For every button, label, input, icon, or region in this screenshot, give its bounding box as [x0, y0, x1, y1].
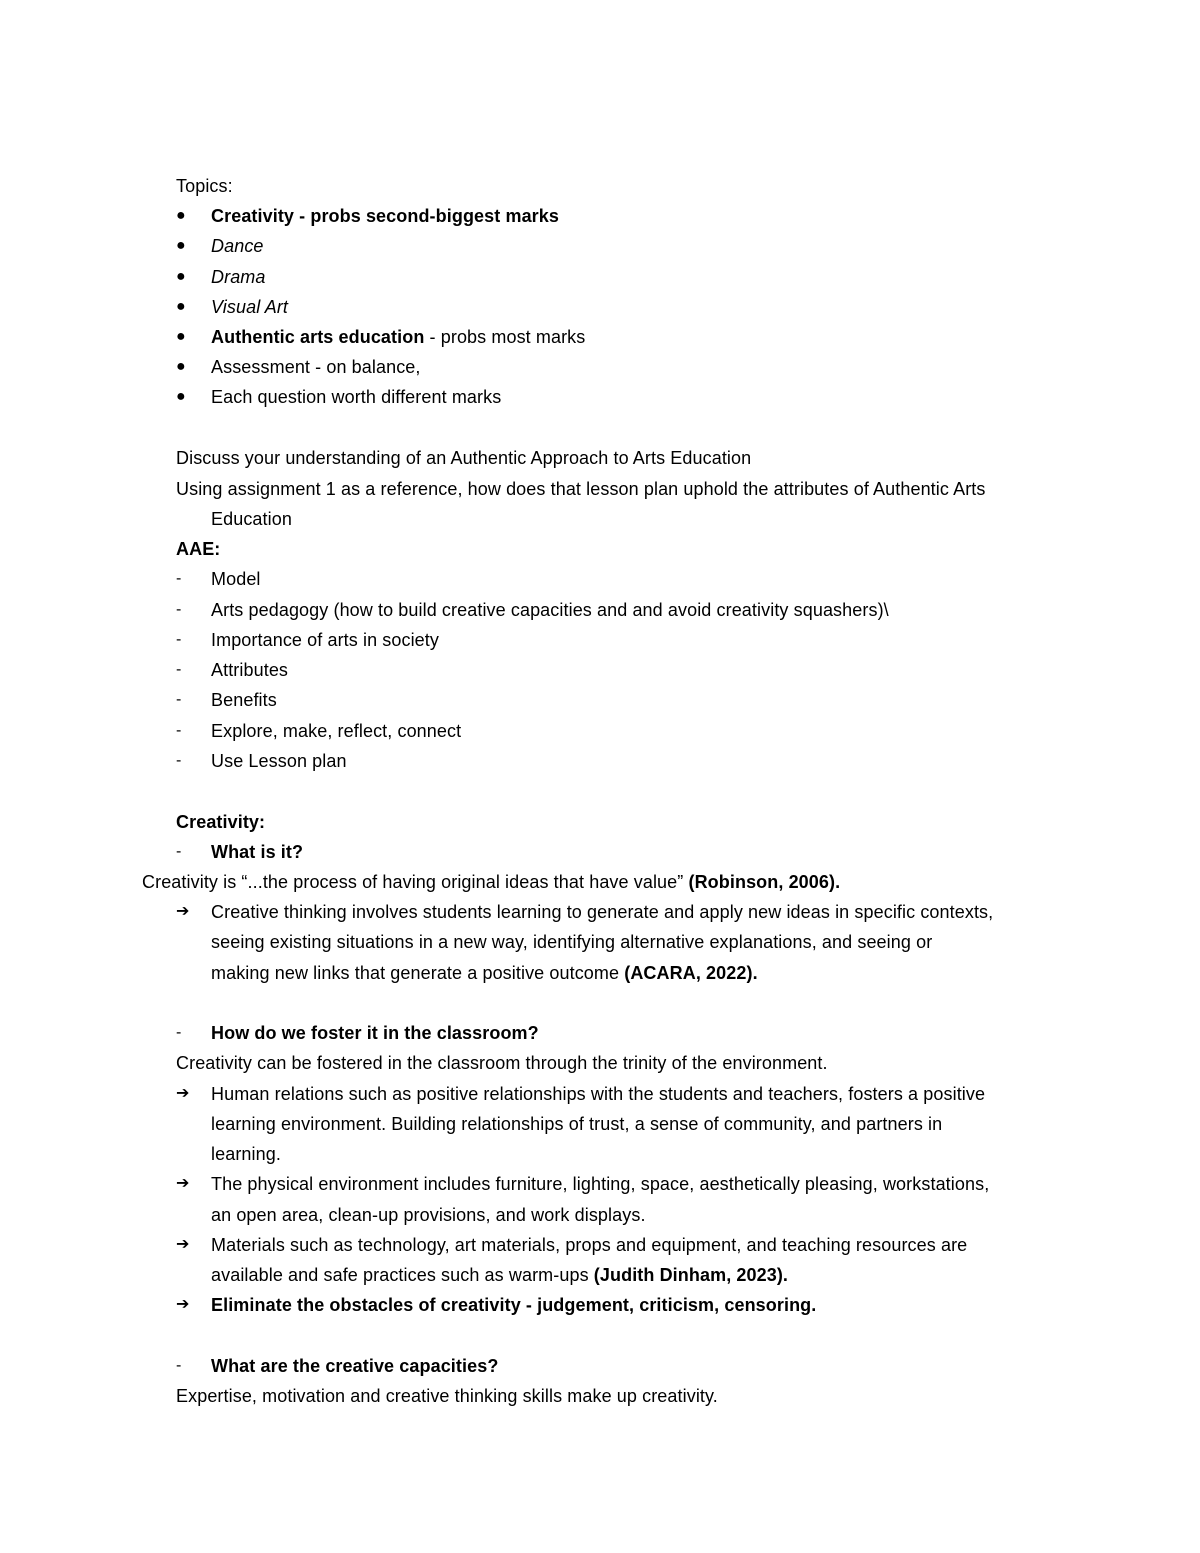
question-2-cont: Education	[211, 509, 292, 529]
creativity-heading: Creativity:	[176, 812, 266, 832]
arrow-text: Creative thinking involves students learning to generate and apply new ideas in specific contexts,	[211, 902, 994, 922]
topic-item-creativity: Creativity - probs second-biggest marks	[211, 206, 560, 226]
question-2: Using assignment 1 as a reference, how does that lesson plan uphold the attributes of Authentic Arts	[176, 479, 986, 499]
capacities-question: What are the creative capacities?	[211, 1356, 499, 1376]
materials-text: Materials such as technology, art materials, props and equipment, and teaching resources are	[211, 1235, 968, 1255]
dash-icon: -	[176, 752, 182, 769]
human-relations-text: learning environment. Building relationships of trust, a sense of community, and partners in	[211, 1114, 943, 1134]
dash-icon: -	[176, 691, 182, 708]
aae-item: Attributes	[211, 660, 289, 680]
foster-question: How do we foster it in the classroom?	[211, 1023, 539, 1043]
topics-label: Topics:	[176, 176, 233, 196]
dash-icon: -	[176, 570, 182, 587]
bullet-icon: ●	[176, 237, 186, 254]
question-1: Discuss your understanding of an Authentic Approach to Arts Education	[176, 448, 752, 468]
materials-text: available and safe practices such as warm-ups (Judith Dinham, 2023).	[211, 1265, 789, 1285]
arrow-icon: ➔	[176, 1296, 190, 1313]
arrow-text: making new links that generate a positive outcome (ACARA, 2022).	[211, 963, 758, 983]
bullet-icon: ●	[176, 268, 186, 285]
arrow-text: seeing existing situations in a new way, identifying alternative explanations, and seeing or	[211, 932, 933, 952]
dash-icon: -	[176, 722, 182, 739]
topic-item-assessment: Assessment - on balance,	[211, 357, 421, 377]
arrow-icon: ➔	[176, 903, 190, 920]
dash-icon: -	[176, 631, 182, 648]
aae-item: Importance of arts in society	[211, 630, 439, 650]
aae-label: AAE:	[176, 539, 221, 559]
arrow-icon: ➔	[176, 1175, 190, 1192]
topic-item-drama: Drama	[211, 267, 266, 287]
dash-icon: -	[176, 1357, 182, 1374]
dash-icon: -	[176, 843, 182, 860]
human-relations-text: Human relations such as positive relationships with the students and teachers, fosters a positive	[211, 1084, 986, 1104]
bullet-icon: ●	[176, 388, 186, 405]
dash-icon: -	[176, 601, 182, 618]
topic-item-marks: Each question worth different marks	[211, 387, 502, 407]
bullet-icon: ●	[176, 298, 186, 315]
bullet-icon: ●	[176, 207, 186, 224]
physical-env-text: an open area, clean-up provisions, and work displays.	[211, 1205, 646, 1225]
arrow-icon: ➔	[176, 1236, 190, 1253]
dash-icon: -	[176, 1024, 182, 1041]
bullet-icon: ●	[176, 358, 186, 375]
physical-env-text: The physical environment includes furniture, lighting, space, aesthetically pleasing, workstations,	[211, 1174, 990, 1194]
obstacles-text: Eliminate the obstacles of creativity - judgement, criticism, censoring.	[211, 1295, 817, 1315]
aae-item: Explore, make, reflect, connect	[211, 721, 462, 741]
topic-item-dance: Dance	[211, 236, 264, 256]
topic-item-visual-art: Visual Art	[211, 297, 289, 317]
bullet-icon: ●	[176, 328, 186, 345]
aae-item: Use Lesson plan	[211, 751, 347, 771]
aae-item: Benefits	[211, 690, 277, 710]
aae-item: Arts pedagogy (how to build creative capacities and and avoid creativity squashers)\	[211, 600, 889, 620]
capacities-answer: Expertise, motivation and creative thinking skills make up creativity.	[176, 1386, 718, 1406]
foster-intro: Creativity can be fostered in the classroom through the trinity of the environment.	[176, 1053, 828, 1073]
human-relations-text: learning.	[211, 1144, 281, 1164]
dash-icon: -	[176, 661, 182, 678]
what-is-it-question: What is it?	[211, 842, 304, 862]
arrow-icon: ➔	[176, 1085, 190, 1102]
aae-item: Model	[211, 569, 261, 589]
topic-item-authentic: Authentic arts education - probs most marks	[211, 327, 586, 347]
creativity-definition: Creativity is “...the process of having original ideas that have value” (Robinson, 2006).	[142, 872, 841, 892]
